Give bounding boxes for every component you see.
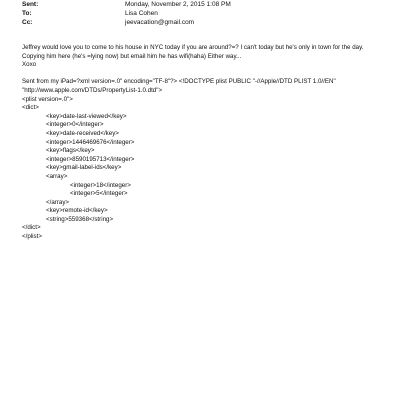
plist-line: <key>remote-id</key> [46, 207, 108, 215]
plist-line: <dict> [22, 104, 39, 112]
plist-line: <key>gmail-label-ids</key> [46, 164, 122, 172]
plist-line: <integer>8590195713</integer> [46, 155, 135, 163]
sent-value: Monday, November 2, 2015 1:08 PM [125, 1, 231, 8]
plist-line: </dict> [22, 224, 41, 232]
plist-line: <array> [46, 172, 68, 180]
plist-line: </array> [46, 198, 70, 206]
plist-line: </plist> [22, 233, 42, 241]
body-signoff: Xoxo [22, 61, 37, 69]
plist-line: <integer>1446469676</integer> [46, 138, 135, 146]
to-value: Lisa Cohen [125, 10, 158, 17]
cc-value: jeevacation@gmail.com [125, 19, 195, 26]
sent-from-line: Sent from my iPad=?xml version=.0" encoding="TF-8"?> <!DOCTYPE plist PUBLIC "-//Apple//DTD PLIST 1.0//EN" "http://www.apple.com/DTDs/PropertyList-1.0.dtd"> [22, 78, 338, 94]
header-cc-row [22, 18, 382, 28]
blank-line [22, 70, 382, 79]
plist-line: <integer>18</integer> [70, 181, 131, 189]
plist-line: <integer>5</integer> [70, 190, 128, 198]
sent-label: Sent: [22, 1, 39, 8]
email-body [22, 44, 382, 242]
body-paragraph: Jeffrey would love you to come to his house in NYC today if you are around?=? I can't today but he's only in town for the day. Copying him here (he's =lying now) but email him he has wifi(haha) Either way... [22, 44, 366, 60]
plist-line: <key>date-received</key> [46, 129, 119, 137]
plist-line: <key>flags</key> [46, 147, 95, 155]
plist-line: <plist version=.0"> [22, 95, 73, 103]
plist-line: <string>559368</string> [46, 215, 114, 223]
cc-label: Cc: [22, 19, 33, 26]
plist-line: <key>date-last-viewed</key> [46, 112, 127, 120]
plist-line: <integer>0</integer> [46, 121, 104, 129]
to-label: To: [22, 10, 32, 17]
plist-code-block [22, 96, 382, 242]
